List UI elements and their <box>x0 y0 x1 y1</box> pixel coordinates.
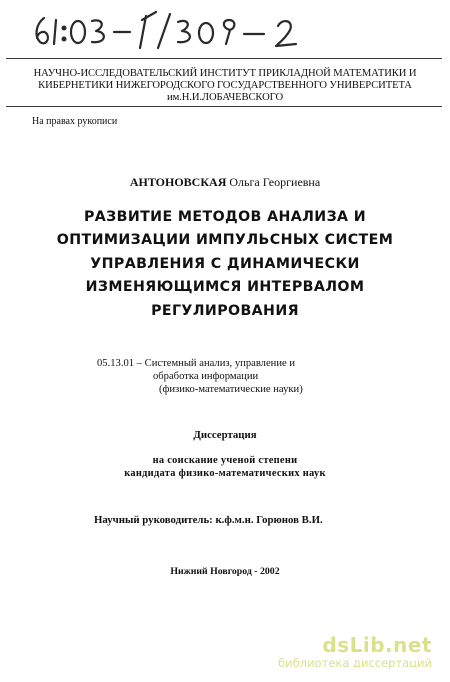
title-line: ОПТИМИЗАЦИИ ИМПУЛЬСНЫХ СИСТЕМ <box>56 232 394 249</box>
specialty-line: обработка информации <box>153 371 259 382</box>
dissertation-title <box>30 206 420 323</box>
watermark-tagline: библиотека диссертаций <box>278 656 432 670</box>
author-name <box>0 175 450 190</box>
degree-line: кандидата физико-математических наук <box>124 468 326 480</box>
title-line: РАЗВИТИЕ МЕТОДОВ АНАЛИЗА И <box>83 209 367 225</box>
specialty-line: (физико-математические науки) <box>159 384 303 395</box>
header-rule-top <box>6 58 442 59</box>
title-line: ИЗМЕНЯЮЩИМСЯ ИНТЕРВАЛОМ <box>85 279 365 296</box>
institution-line: КИБЕРНЕТИКИ НИЖЕГОРОДСКОГО ГОСУДАРСТВЕННОГО УНИВЕРСИТЕТА <box>38 80 412 92</box>
city-year: Нижний Новгород - 2002 <box>170 566 280 577</box>
title-line: РЕГУЛИРОВАНИЯ <box>151 302 299 319</box>
author-surname: АНТОНОВСКАЯ <box>129 175 227 189</box>
title-line: УПРАВЛЕНИЯ С ДИНАМИЧЕСКИ <box>90 255 360 272</box>
watermark-brand: dsLib.net <box>322 633 432 657</box>
degree-line: на соискание ученой степени <box>152 455 298 466</box>
institution-header <box>20 68 430 105</box>
document-type: Диссертация <box>193 429 257 441</box>
degree-statement <box>0 454 450 481</box>
handwritten-catalog-number <box>30 8 310 52</box>
manuscript-rights-note: На правах рукописи <box>32 116 118 127</box>
specialty-line: 05.13.01 – Системный анализ, управление и <box>97 358 296 369</box>
author-given-names: Ольга Георгиевна <box>229 175 321 189</box>
watermark <box>232 634 432 670</box>
scientific-supervisor: Научный руководитель: к.ф.м.н. Горюнов В.И. <box>94 514 323 526</box>
header-rule-bottom <box>6 106 442 107</box>
institution-line: НАУЧНО-ИССЛЕДОВАТЕЛЬСКИЙ ИНСТИТУТ ПРИКЛАДНОЙ МАТЕМАТИКИ И <box>33 68 417 79</box>
institution-line: им.Н.И.ЛОБАЧЕВСКОГО <box>167 92 283 104</box>
specialty-code <box>97 357 303 396</box>
